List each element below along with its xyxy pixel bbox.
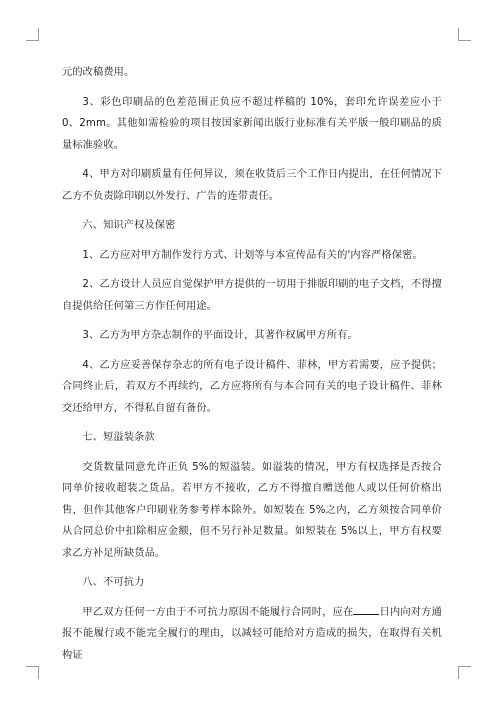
paragraph-over-short-shipment: 交货数量同意允许正负 5%的短溢装。如溢装的情况，甲方有权选择是否按合同单价接收超装之货品。若甲方不接收，乙方不得擅自赠送他人或以任何价格出售，但作其他客户印刷业务参考样本除外。如短装在 5%之内，乙方须按合同单价从合同总价中扣除相应金额，但不另行补足数量。如短装在 5%以上，甲方有权要求乙方补足所缺货品。 <box>62 461 442 559</box>
force-majeure-text-after: 日内向对方通报不能履行或不能完全履行的理由，以减轻可能给对方造成的损失，在取得有关机构证 <box>62 606 442 661</box>
crop-mark-bottom-right <box>458 666 471 679</box>
crop-mark-bottom-left <box>26 666 39 679</box>
paragraph-force-majeure <box>62 602 442 667</box>
document-body <box>62 62 442 674</box>
paragraph-quality-objection: 4、甲方对印刷质量有任何异议，须在收货后三个工作日内提出，在任何情况下乙方不负责除印刷以外发行、广告的连带责任。 <box>62 169 442 202</box>
paragraph-copyright: 3、乙方为甲方杂志制作的平面设计，其著作权属甲方所有。 <box>82 330 358 341</box>
crop-mark-top-left <box>26 28 39 41</box>
force-majeure-text-before: 甲乙双方任何一方由于不可抗力原因不能履行合同时，应在 <box>82 606 354 618</box>
paragraph-continuation: 元的改稿费用。 <box>62 67 135 78</box>
paragraph-color-tolerance: 3、彩色印刷品的色差范围正负应不超过样稿的 10%，套印允许误差应小于 0、2mm。其他如需检验的项目按国家新闻出版行业标准有关平版一般印刷品的质量标准验收。 <box>62 96 442 151</box>
section-heading-ip: 六、知识产权及保密 <box>82 220 176 231</box>
fill-in-blank-days <box>353 604 379 615</box>
paragraph-confidentiality: 1、乙方应对甲方制作发行方式、计划等与本宣传品有关的'内容严格保密。 <box>82 249 423 261</box>
section-heading-force-majeure: 八、不可抗力 <box>82 577 145 588</box>
section-heading-over-short: 七、短溢装条款 <box>82 432 155 443</box>
paragraph-file-retention: 4、乙方应妥善保存杂志的所有电子设计稿件、菲林，甲方若需要，应予提供；合同终止后，若双方不再续约，乙方应将所有与本合同有关的电子设计稿件、菲林交还给甲方，不得私自留有备份。 <box>62 359 442 414</box>
crop-mark-top-right <box>458 28 471 41</box>
paragraph-file-protection: 2、乙方设计人员应自觉保护甲方提供的一切用于排版印刷的电子文档，不得擅自提供给任何第三方作任何用途。 <box>62 279 442 312</box>
